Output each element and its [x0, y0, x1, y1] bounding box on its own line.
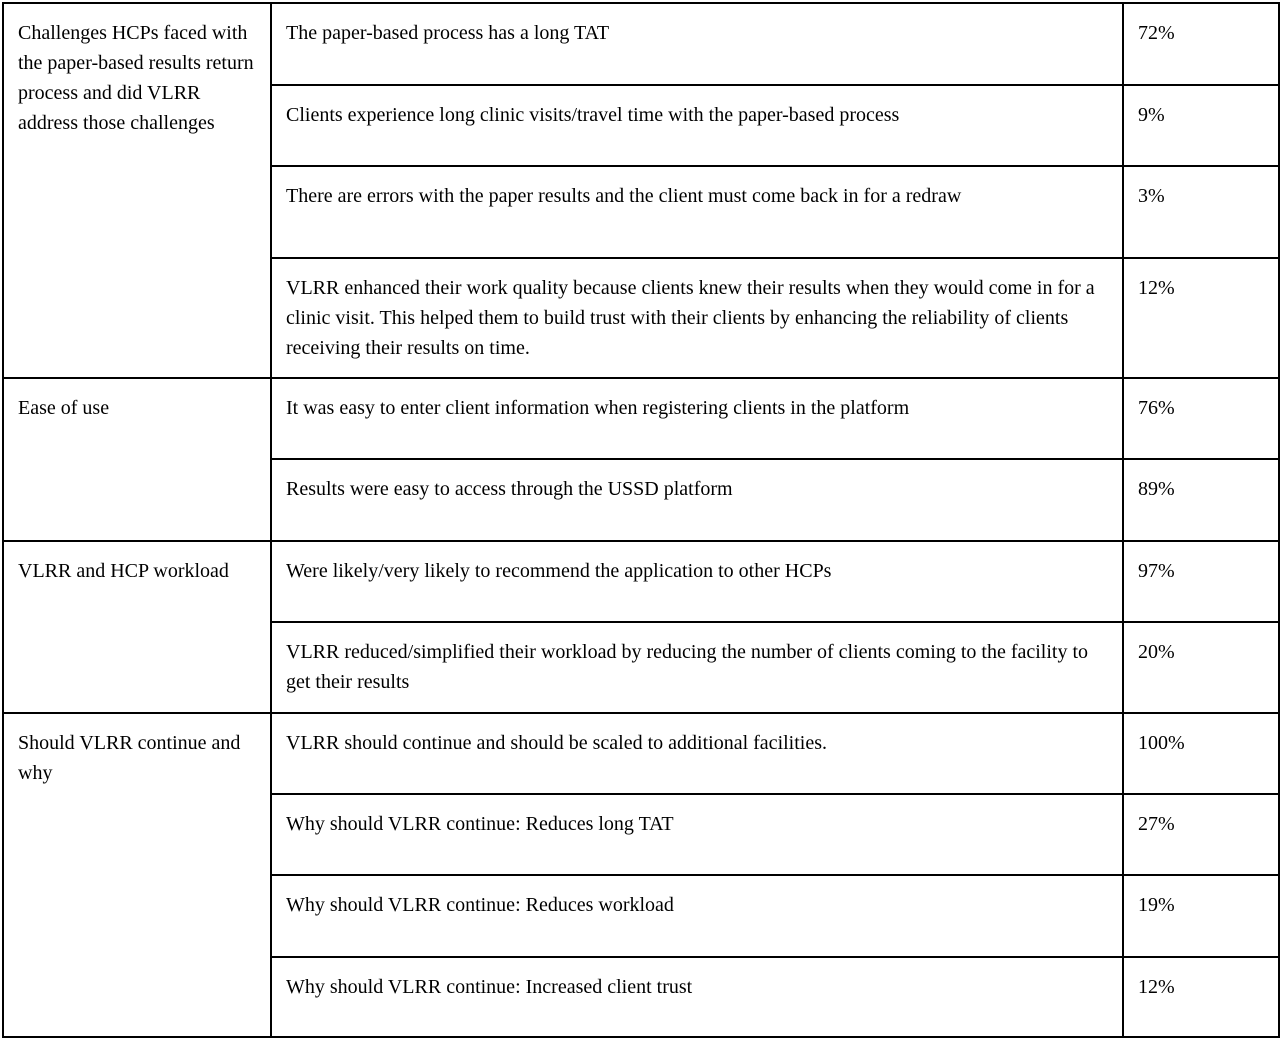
category-label: VLRR and HCP workload [18, 560, 229, 582]
table-row [3, 713, 1279, 794]
description-cell: Results were easy to access through the USSD platform [271, 459, 1123, 541]
description-cell: Were likely/very likely to recommend the application to other HCPs [271, 541, 1123, 622]
percentage-cell: 9% [1123, 85, 1279, 166]
description-cell: Why should VLRR continue: Reduces workload [271, 875, 1123, 957]
category-cell [3, 3, 271, 378]
description-cell: Clients experience long clinic visits/travel time with the paper-based process [271, 85, 1123, 166]
category-label: Ease of use [18, 397, 110, 419]
description-cell: Why should VLRR continue: Reduces long TAT [271, 794, 1123, 875]
percentage-cell: 20% [1123, 622, 1279, 713]
description-cell: VLRR reduced/simplified their workload by reducing the number of clients coming to the facility to get their results [271, 622, 1123, 713]
percentage-cell: 100% [1123, 713, 1279, 794]
description-cell: VLRR should continue and should be scaled to additional facilities. [271, 713, 1123, 794]
category-cell [3, 378, 271, 541]
percentage-cell: 12% [1123, 258, 1279, 378]
table-row [3, 378, 1279, 459]
category-cell [3, 541, 271, 713]
findings-table [2, 2, 1280, 1038]
percentage-cell: 72% [1123, 3, 1279, 85]
category-label: Challenges HCPs faced with the paper-based results return process and did VLRR address those challenges [18, 22, 254, 134]
table-row [3, 541, 1279, 622]
table-row [3, 3, 1279, 85]
percentage-cell: 76% [1123, 378, 1279, 459]
description-cell: It was easy to enter client information when registering clients in the platform [271, 378, 1123, 459]
category-cell [3, 713, 271, 1037]
percentage-cell: 3% [1123, 166, 1279, 258]
percentage-cell: 12% [1123, 957, 1279, 1037]
percentage-cell: 19% [1123, 875, 1279, 957]
description-cell: Why should VLRR continue: Increased client trust [271, 957, 1123, 1037]
percentage-cell: 89% [1123, 459, 1279, 541]
percentage-cell: 97% [1123, 541, 1279, 622]
description-cell: The paper-based process has a long TAT [271, 3, 1123, 85]
description-cell: VLRR enhanced their work quality because clients knew their results when they would come in for a clinic visit. This helped them to build trust with their clients by enhancing the reliability of clients receiving their results on time. [271, 258, 1123, 378]
percentage-cell: 27% [1123, 794, 1279, 875]
description-cell: There are errors with the paper results and the client must come back in for a redraw [271, 166, 1123, 258]
category-label: Should VLRR continue and why [18, 732, 241, 784]
